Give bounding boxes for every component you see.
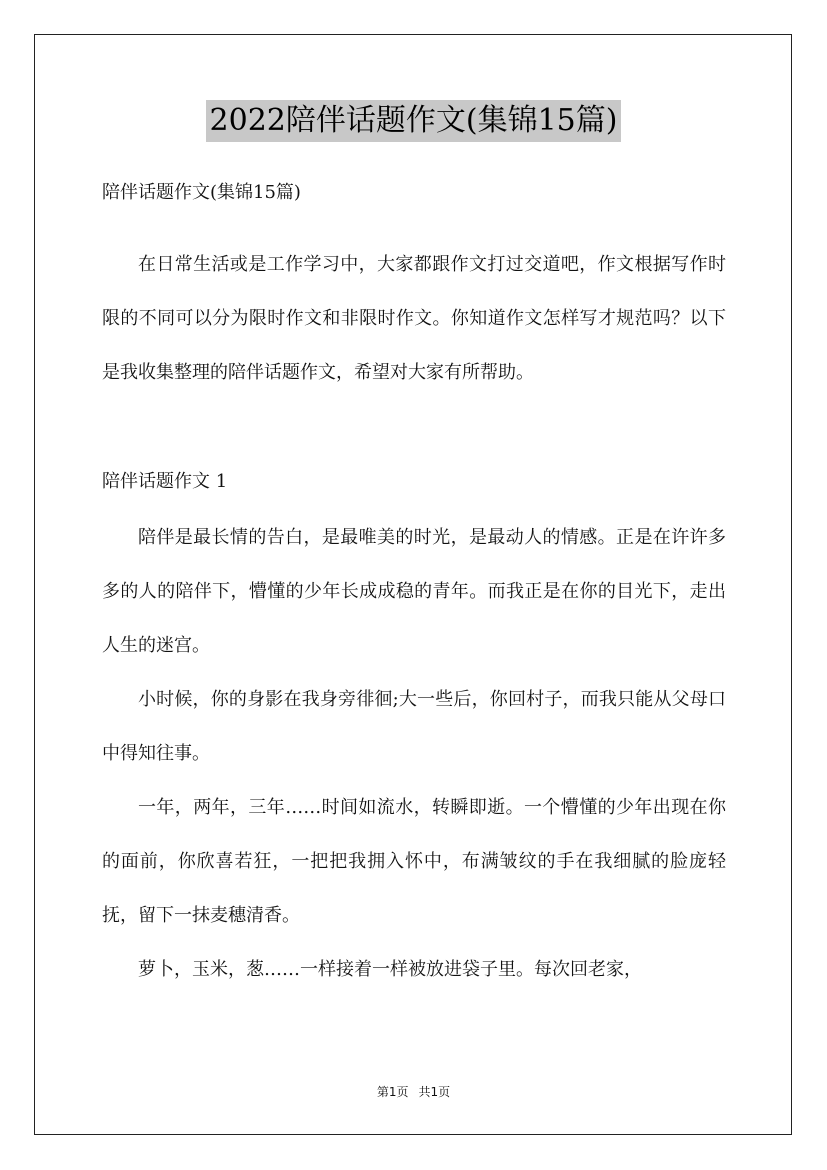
body-paragraph: 萝卜，玉米，葱……一样接着一样被放进袋子里。每次回老家， (138, 959, 642, 980)
document-subtitle: 陪伴话题作文(集锦15篇) (102, 182, 301, 203)
page-total: 共1页 (418, 1085, 451, 1099)
body-paragraph: 小时候，你的身影在我身旁徘徊;大一些后，你回村子，而我只能从父母口中得知往事。 (102, 689, 726, 764)
body-paragraph: 陪伴是最长情的告白，是最唯美的时光，是最动人的情感。正是在许许多多的人的陪伴下，懵懂的少年长成成稳的青年。而我正是在你的目光下，走出人生的迷宫。 (102, 527, 726, 656)
title-container (0, 100, 827, 142)
intro-paragraph: 在日常生活或是工作学习中，大家都跟作文打过交道吧，作文根据写作时限的不同可以分为限时作文和非限时作文。你知道作文怎样写才规范吗？以下是我收集整理的陪伴话题作文，希望对大家有所帮助。 (102, 254, 726, 383)
section-heading: 陪伴话题作文 1 (102, 471, 228, 492)
document-body (102, 176, 726, 997)
page-footer (0, 1083, 827, 1101)
document-title: 2022陪伴话题作文(集锦15篇) (206, 100, 622, 142)
page-number: 第1页 (376, 1085, 409, 1099)
body-paragraph: 一年，两年，三年……时间如流水，转瞬即逝。一个懵懂的少年出现在你的面前，你欣喜若狂，一把把我拥入怀中，布满皱纹的手在我细腻的脸庞轻抚，留下一抹麦穗清香。 (102, 797, 726, 926)
